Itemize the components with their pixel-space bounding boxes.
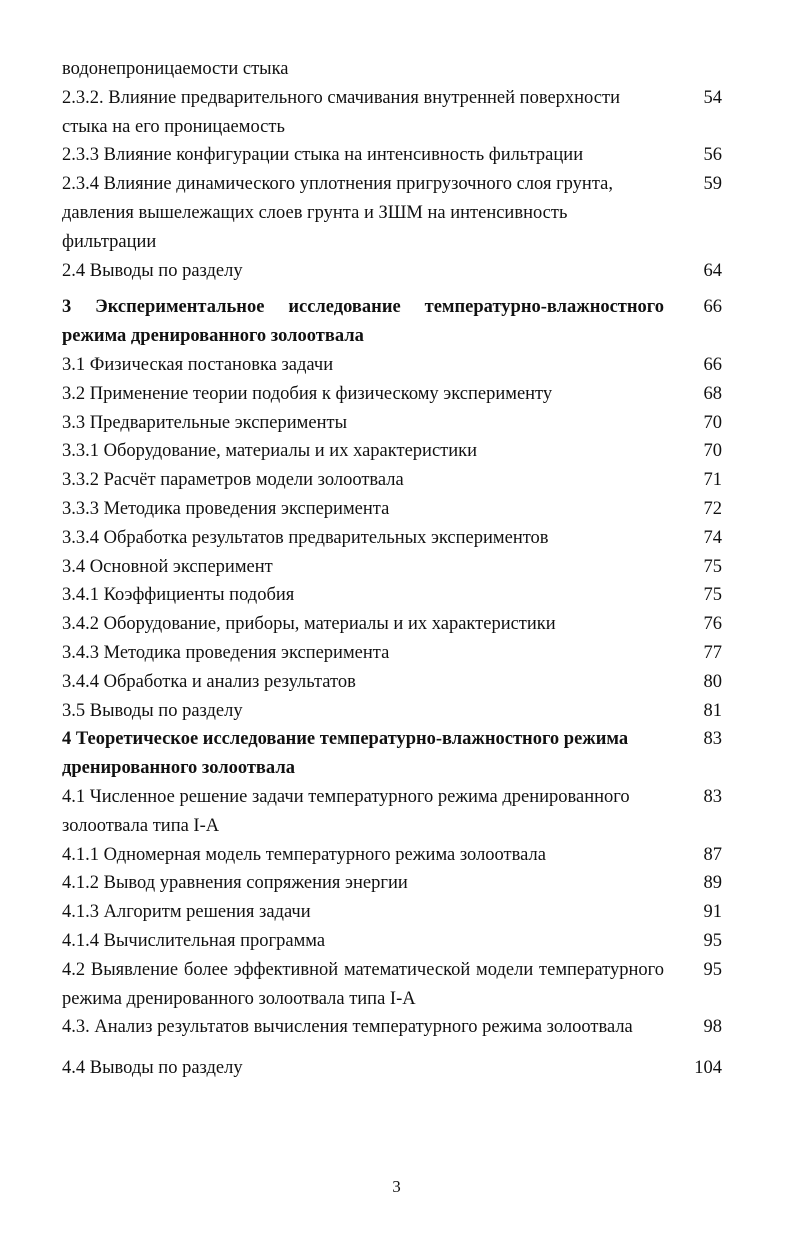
toc-entry [62, 1054, 722, 1083]
toc-entry-page-number: 89 [703, 873, 722, 894]
toc-entry [62, 927, 722, 956]
toc-entry [62, 351, 722, 380]
toc-entry-title: 2.3.4 Влияние динамического уплотнения пригрузочного слоя грунта, давления вышележащих слоев грунта и ЗШМ на интенсивность фильтрации [62, 174, 613, 252]
toc-entry-title: 3.4 Основной эксперимент [62, 556, 273, 577]
toc-entry-page-number: 83 [703, 729, 722, 750]
toc-entry [62, 84, 722, 142]
toc-entry [62, 668, 722, 697]
toc-entry [62, 725, 722, 783]
toc-entry-title: 3.2 Применение теории подобия к физическому эксперименту [62, 383, 553, 404]
toc-entry-page-number: 71 [703, 470, 722, 491]
toc-entry-page-number: 68 [703, 383, 722, 404]
toc-entry-page-number: 83 [703, 786, 722, 807]
toc-entry-page-number: 70 [703, 441, 722, 462]
toc-entry-page-number: 98 [703, 1017, 722, 1038]
toc-entry-title: 3.3 Предварительные эксперименты [62, 412, 347, 433]
toc-entry-title: 3.3.4 Обработка результатов предварительных экспериментов [62, 527, 549, 548]
toc-entry-title: 4.2 Выявление более эффективной математической модели температурного режима дренированного золоотвала типа I-А [62, 959, 664, 1009]
toc-entry-title: 3.1 Физическая постановка задачи [62, 354, 334, 375]
toc-entry-page-number: 77 [703, 642, 722, 663]
toc-entry-title: 3.4.2 Оборудование, приборы, материалы и их характеристики [62, 614, 556, 635]
table-of-contents [62, 55, 722, 1083]
toc-entry-page-number: 74 [703, 527, 722, 548]
toc-entry-page-number: 81 [703, 700, 722, 721]
toc-entry-title: 2.3.3 Влияние конфигурации стыка на интенсивность фильтрации [62, 145, 584, 166]
toc-entry [62, 55, 722, 84]
toc-entry-page-number: 95 [703, 959, 722, 980]
toc-entry-page-number: 95 [703, 930, 722, 951]
toc-entry [62, 437, 722, 466]
toc-entry-page-number: 72 [703, 498, 722, 519]
toc-entry [62, 170, 722, 256]
toc-entry-page-number: 66 [703, 297, 722, 318]
toc-entry-title: водонепроницаемости стыка [62, 59, 289, 79]
toc-entry [62, 553, 722, 582]
toc-entry-title: 2.4 Выводы по разделу [62, 260, 243, 281]
toc-entry-title: 4.3. Анализ результатов вычисления температурного режима золоотвала [62, 1017, 633, 1038]
page-number: 3 [392, 1177, 401, 1196]
toc-entry-title: 4.4 Выводы по разделу [62, 1058, 243, 1079]
toc-entry-title: 4.1.4 Вычислительная программа [62, 930, 326, 951]
toc-entry-page-number: 76 [703, 614, 722, 635]
toc-entry-page-number: 56 [703, 145, 722, 166]
toc-entry [62, 581, 722, 610]
toc-entry [62, 898, 722, 927]
toc-entry-page-number: 54 [703, 87, 722, 108]
toc-entry-page-number: 104 [694, 1058, 722, 1079]
toc-entry-title: 3.4.1 Коэффициенты подобия [62, 585, 295, 606]
toc-entry-page-number: 59 [703, 174, 722, 195]
toc-entry-page-number: 70 [703, 412, 722, 433]
toc-entry-page-number: 75 [703, 556, 722, 577]
toc-entry [62, 639, 722, 668]
toc-entry [62, 697, 722, 726]
toc-entry-title: 4.1 Численное решение задачи температурного режима дренированного золоотвала типа I-А [62, 786, 630, 836]
toc-entry-page-number: 87 [703, 844, 722, 865]
toc-entry [62, 293, 722, 351]
toc-entry-title: 4.1.3 Алгоритм решения задачи [62, 902, 311, 923]
toc-entry-title: 3.3.2 Расчёт параметров модели золоотвала [62, 470, 404, 491]
toc-entry-title: 3.3.3 Методика проведения эксперимента [62, 498, 390, 519]
toc-entry [62, 141, 722, 170]
toc-entry-title: 3.3.1 Оборудование, материалы и их характеристики [62, 441, 478, 462]
toc-entry [62, 257, 722, 286]
toc-entry-title: 4.1.1 Одномерная модель температурного режима золоотвала [62, 844, 546, 865]
toc-entry [62, 380, 722, 409]
toc-entry [62, 956, 722, 1014]
toc-entry-title: 2.3.2. Влияние предварительного смачивания внутренней поверхности стыка на его проницаемость [62, 87, 620, 137]
toc-entry [62, 1013, 722, 1042]
toc-entry-page-number: 66 [703, 354, 722, 375]
toc-entry-title: 4.1.2 Вывод уравнения сопряжения энергии [62, 873, 408, 894]
toc-entry [62, 524, 722, 553]
toc-entry [62, 841, 722, 870]
toc-entry-title: 3 Экспериментальное исследование температурно-влажностного режима дренированного золоотвала [62, 297, 664, 347]
toc-entry-title: 3.5 Выводы по разделу [62, 700, 243, 721]
toc-entry [62, 495, 722, 524]
toc-entry-page-number: 80 [703, 671, 722, 692]
toc-entry [62, 783, 722, 841]
toc-entry [62, 610, 722, 639]
toc-entry [62, 466, 722, 495]
toc-entry-title: 3.4.4 Обработка и анализ результатов [62, 671, 356, 692]
toc-entry-page-number: 64 [703, 260, 722, 281]
toc-entry [62, 869, 722, 898]
toc-entry-title: 4 Теоретическое исследование температурно-влажностного режима дренированного золоотвала [62, 729, 629, 779]
toc-entry-title: 3.4.3 Методика проведения эксперимента [62, 642, 390, 663]
toc-entry-page-number: 91 [703, 902, 722, 923]
toc-entry-page-number: 75 [703, 585, 722, 606]
toc-entry [62, 409, 722, 438]
